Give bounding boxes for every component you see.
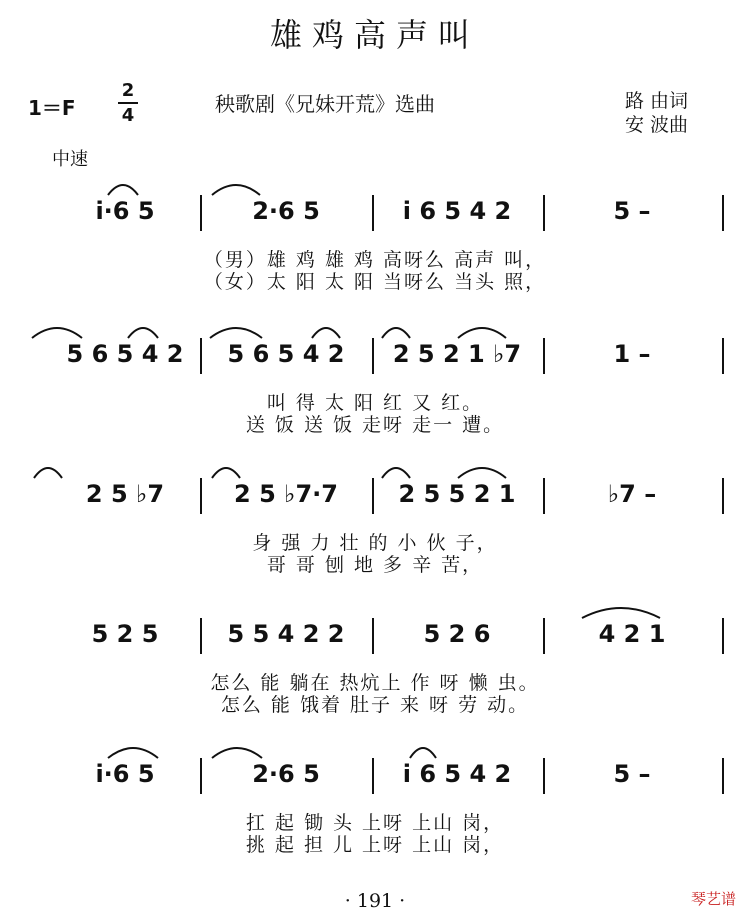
slur [312, 328, 340, 338]
song-title: 雄鸡高声叫 [269, 16, 480, 54]
lyric-line-verse2: 挑 起 担 儿 上呀 上山 岗， [245, 834, 505, 856]
slur [458, 468, 506, 478]
composer-credit: 安 波曲 [625, 114, 689, 136]
lyric-line-verse2: 哥 哥 刨 地 多 辛 苦， [266, 554, 484, 576]
slur [108, 748, 158, 758]
measure-notes: 5 – [613, 760, 651, 788]
barline [372, 478, 374, 514]
measure-notes: 5 6 5 4 2 [227, 340, 345, 368]
barline [543, 618, 545, 654]
slur [458, 328, 506, 338]
measure-notes: 5 6 5 4 2 [66, 340, 184, 368]
measure-notes: 2 5 ♭7 [85, 480, 165, 508]
barline [372, 758, 374, 794]
slur [212, 468, 240, 478]
page-number: · 191 · [344, 890, 406, 912]
measure-notes: 2 5 2 1 ♭7 [392, 340, 522, 368]
score-system [0, 175, 750, 295]
slur-marks [0, 458, 750, 482]
score-system [0, 598, 750, 718]
score-system [0, 458, 750, 578]
measure-notes: 1 – [613, 340, 651, 368]
slur-marks [0, 175, 750, 199]
barline [722, 618, 724, 654]
watermark-logo: 琴艺谱 [690, 890, 736, 908]
slur [410, 748, 436, 758]
subtitle: 秧歌剧《兄妹开荒》选曲 [215, 92, 435, 116]
slur [212, 748, 262, 758]
barline [200, 195, 202, 231]
lyric-line-verse1: 身 强 力 壮 的 小 伙 子， [252, 532, 498, 554]
time-fraction-line [118, 102, 138, 104]
time-top: 2 [121, 80, 135, 101]
measure-notes: 5 – [613, 197, 651, 225]
tempo-marking: 中速 [52, 149, 88, 170]
slur [382, 468, 410, 478]
measure-notes: i 6 5 4 2 [402, 760, 512, 788]
lyric-line-verse1: （男）雄 鸡 雄 鸡 高呀么 高声 叫， [203, 249, 547, 271]
measure-notes: 2 5 5 2 1 [398, 480, 516, 508]
slur [128, 328, 158, 338]
barline [722, 338, 724, 374]
lyric-line-verse1: 叫 得 太 阳 红 又 红。 [266, 392, 484, 414]
measure-notes: 2 5 ♭7·7 [234, 480, 338, 508]
barline [372, 195, 374, 231]
slur-marks [0, 598, 750, 622]
measure-notes: 5 2 6 [423, 620, 491, 648]
slur [108, 185, 138, 195]
barline [200, 758, 202, 794]
score-system [0, 318, 750, 438]
slur [212, 185, 260, 195]
lyric-line-verse1: 怎么 能 躺在 热炕上 作 呀 懒 虫。 [210, 672, 540, 694]
lyricist-credit: 路 由词 [625, 90, 689, 112]
time-signature [118, 80, 138, 126]
slur-marks [0, 318, 750, 342]
measure-notes: 5 2 5 [91, 620, 159, 648]
measure-notes: i 6 5 4 2 [402, 197, 512, 225]
score-system [0, 738, 750, 858]
barline [722, 758, 724, 794]
slur [382, 328, 410, 338]
measure-notes: i·6 5 [95, 197, 155, 225]
slur [210, 328, 262, 338]
barline [200, 618, 202, 654]
barline [722, 478, 724, 514]
barline [200, 478, 202, 514]
measure-notes: i·6 5 [95, 760, 155, 788]
lyric-line-verse2: 送 饭 送 饭 走呀 走一 遭。 [245, 414, 505, 436]
slur [32, 328, 82, 338]
barline [543, 338, 545, 374]
barline [543, 195, 545, 231]
slur [582, 608, 660, 618]
measure-notes: 2·6 5 [252, 197, 320, 225]
measure-notes: ♭7 – [607, 480, 657, 508]
slur [34, 468, 62, 478]
time-bottom: 4 [121, 105, 135, 126]
barline [543, 478, 545, 514]
barline [722, 195, 724, 231]
slur-marks [0, 738, 750, 762]
measure-notes: 4 2 1 [598, 620, 666, 648]
measure-notes: 2·6 5 [252, 760, 320, 788]
measure-notes: 5 5 4 2 2 [227, 620, 345, 648]
key-signature: 1＝F [28, 96, 76, 120]
barline [372, 338, 374, 374]
barline [543, 758, 545, 794]
lyric-line-verse1: 扛 起 锄 头 上呀 上山 岗， [245, 812, 505, 834]
lyric-line-verse2: （女）太 阳 太 阳 当呀么 当头 照， [203, 271, 547, 293]
barline [372, 618, 374, 654]
barline [200, 338, 202, 374]
lyric-line-verse2: 怎么 能 饿着 肚子 来 呀 劳 动。 [220, 694, 530, 716]
